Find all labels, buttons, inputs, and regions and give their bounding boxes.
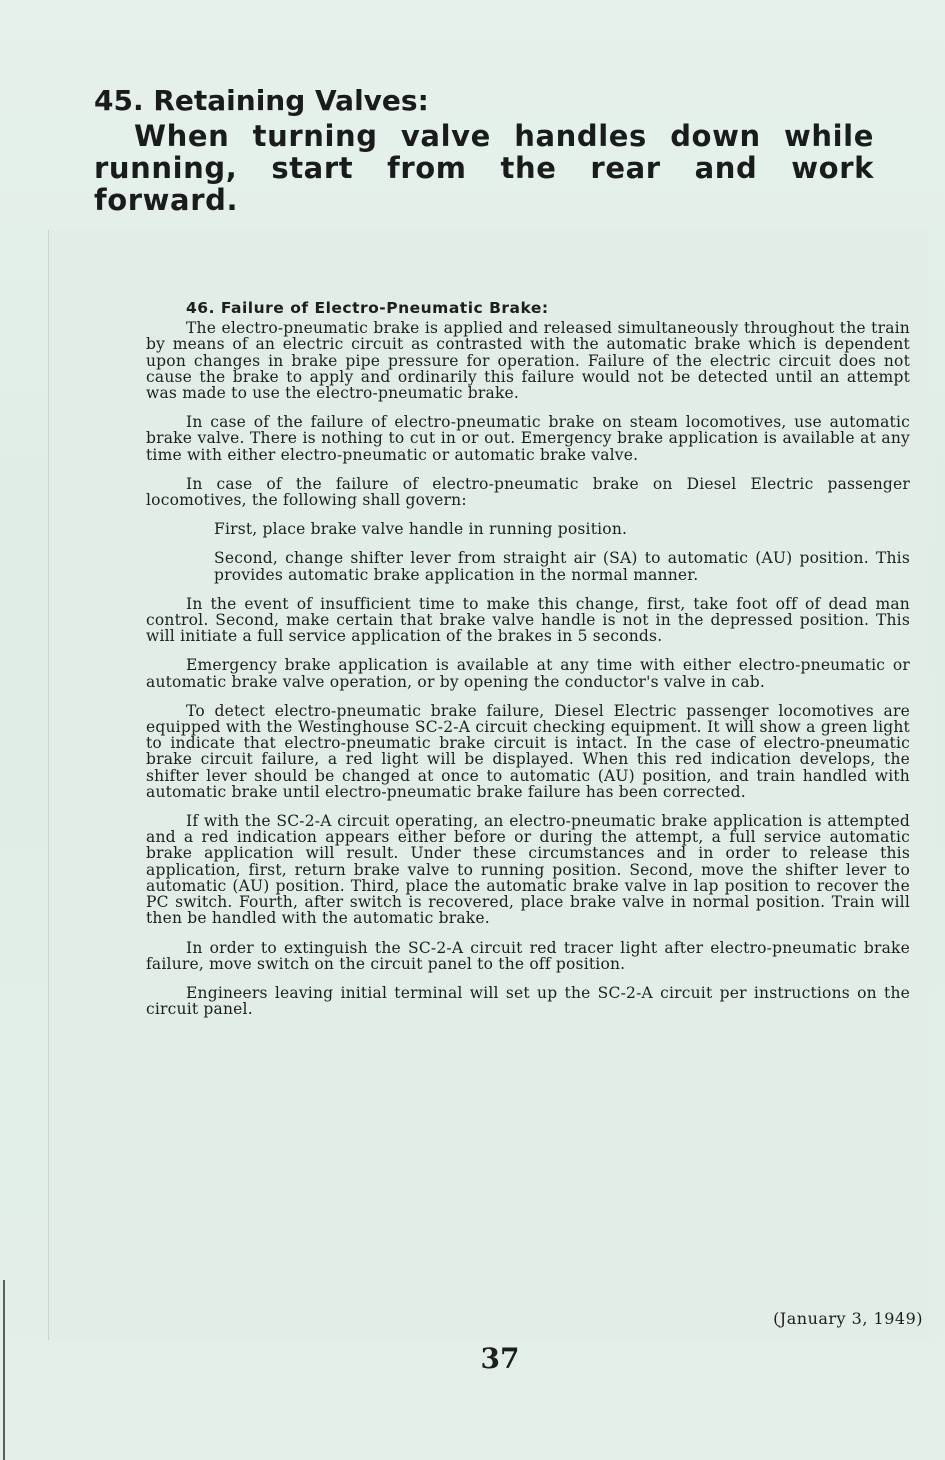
section-45-heading: 45. Retaining Valves: (94, 84, 429, 117)
section-46 (146, 300, 910, 1030)
paragraph-step: First, place brake valve handle in running position. (214, 520, 628, 539)
paragraph: In order to extinguish the SC-2-A circuit red tracer light after electro-pneumatic brake failure, move switch on the circuit panel to the off position. (146, 938, 910, 973)
paragraph: To detect electro-pneumatic brake failure, Diesel Electric passenger locomotives are equipped with the Westinghouse SC-2-A circuit checking equipment. It will show a green light to indicate that electro-pneumatic brake circuit is intact. In the case of electro-pneumatic brake circuit failure, a red light will be displayed. When this red indication develops, the shifter lever should be changed at once to automatic (AU) position, and train handled with automatic brake until electro-pneumatic brake failure has been corrected. (146, 701, 910, 801)
paragraph: In case of the failure of electro-pneumatic brake on steam locomotives, use automatic brake valve. There is nothing to cut in or out. Emergency brake application is available at any time with either electro-pneumatic or automatic brake valve. (146, 413, 910, 464)
paragraph: Engineers leaving initial terminal will set up the SC-2-A circuit per instructions on the circuit panel. (146, 983, 910, 1019)
paragraph: If with the SC-2-A circuit operating, an electro-pneumatic brake application is attempted and a red indication appears either before or during the attempt, a full service automatic brake application will result. Under these circumstances and in order to release this application, first, return brake valve to running position. Second, move the shifter lever to automatic (AU) position. Third, place the automatic brake valve in lap position to recover the PC switch. Fourth, after switch is recovered, place brake valve in normal position. Train will then be handled with the automatic brake. (146, 812, 910, 928)
paragraph-step: Second, change shifter lever from straight air (SA) to automatic (AU) position. This provides automatic brake application in the normal manner. (214, 549, 910, 584)
section-45 (94, 84, 874, 216)
paragraph: Emergency brake application is available at any time with either electro-pneumatic or automatic brake valve operation, or by opening the conductor's valve in cab. (146, 656, 910, 691)
page-number: 37 (480, 1342, 520, 1375)
paragraph: In case of the failure of electro-pneumatic brake on Diesel Electric passenger locomotives, the following shall govern: (146, 474, 910, 510)
paragraph: In the event of insufficient time to make this change, first, take foot off of dead man control. Second, make certain that brake valve handle is not in the depressed position. This will initiate a full service application of the brakes in 5 seconds. (146, 594, 910, 646)
revision-date: (January 3, 1949) (773, 1309, 923, 1328)
paragraph: The electro-pneumatic brake is applied and released simultaneously throughout the train by means of an electric circuit as contrasted with the automatic brake which is dependent upon changes in brake pipe pressure for operation. Failure of the electric circuit does not cause the brake to apply and ordinarily this failure would not be detected until an attempt was made to use the electro-pneumatic brake. (146, 319, 910, 403)
section-45-body: When turning valve handles down while running, start from the rear and work forward. (94, 119, 874, 217)
section-46-heading: 46. Failure of Electro-Pneumatic Brake: (186, 299, 549, 317)
